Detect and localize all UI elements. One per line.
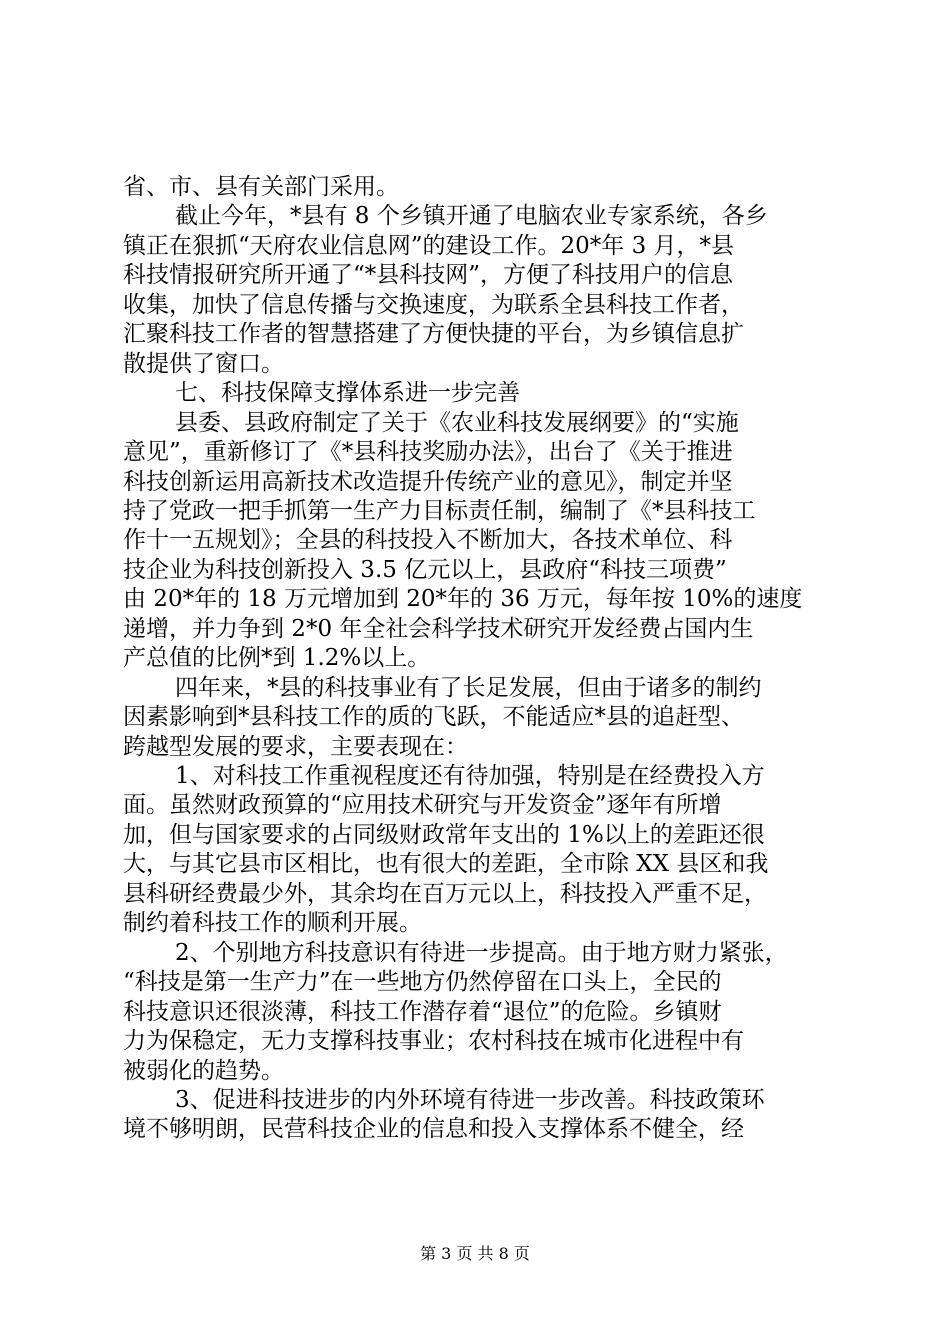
paragraph-line: “科技是第一生产力”在一些地方仍然停留在口头上，全民的 — [123, 969, 722, 996]
section-heading: 七、科技保障支撑体系进一步完善 — [175, 380, 520, 407]
paragraph-line: 县科研经费最少外，其余均在百万元以上，科技投入严重不足， — [123, 880, 767, 907]
paragraph-line: 加，但与国家要求的占同级财政常年支出的 1%以上的差距还很 — [123, 821, 765, 848]
paragraph-line: 镇正在狠抓“天府农业信息网”的建设工作。20*年 3 月，*县 — [123, 232, 735, 259]
paragraph-line: 散提供了窗口。 — [123, 350, 284, 377]
paragraph-line: 制约着科技工作的顺利开展。 — [123, 910, 422, 937]
paragraph-line: 因素影响到*县科技工作的质的飞跃，不能适应*县的追赶型、 — [123, 704, 744, 731]
paragraph-line: 科技创新运用高新技术改造提升传统产业的意见》，制定并坚 — [123, 468, 733, 495]
paragraph-line: 境不够明朗，民营科技企业的信息和投入支撑体系不健全，经 — [123, 1116, 744, 1143]
paragraph-line: 持了党政一把手抓第一生产力目标责任制，编制了《*县科技工 — [123, 497, 756, 524]
paragraph-line: 作十一五规划》；全县的科技投入不断加大，各技术单位、科 — [123, 527, 733, 554]
paragraph-line: 1、对科技工作重视程度还有待加强，特别是在经费投入方 — [175, 763, 765, 789]
page-footer — [0, 1244, 950, 1264]
paragraph-line: 省、市、县有关部门采用。 — [123, 174, 399, 200]
page-number-label: 第 3 页 共 8 页 — [420, 1244, 530, 1263]
paragraph-line: 由 20*年的 18 万元增加到 20*年的 36 万元，每年按 10%的速度 — [123, 586, 803, 613]
paragraph-line: 被弱化的趋势。 — [123, 1057, 284, 1084]
paragraph-line: 县委、县政府制定了关于《农业科技发展纲要》的“实施 — [175, 409, 739, 436]
paragraph-line: 大，与其它县市区相比，也有很大的差距，全市除 XX 县区和我 — [123, 851, 769, 878]
paragraph-line: 3、促进科技进步的内外环境有待进一步改善。科技政策环 — [175, 1086, 765, 1113]
paragraph-line: 截止今年，*县有 8 个乡镇开通了电脑农业专家系统，各乡 — [175, 203, 768, 230]
paragraph-line: 收集，加快了信息传播与交换速度，为联系全县科技工作者， — [123, 291, 744, 318]
paragraph-line: 技企业为科技创新投入 3.5 亿元以上，县政府“科技三项费” — [123, 556, 727, 583]
paragraph-line: 力为保稳定，无力支撑科技事业；农村科技在城市化进程中有 — [123, 1028, 744, 1055]
paragraph-line: 科技意识还很淡薄，科技工作潜存着“退位”的危险。乡镇财 — [123, 998, 722, 1025]
paragraph-line: 递增，并力争到 2*0 年全社会科学技术研究开发经费占国内生 — [123, 615, 754, 642]
paragraph-line: 汇聚科技工作者的智慧搭建了方便快捷的平台，为乡镇信息扩 — [123, 321, 744, 348]
paragraph-line: 科技情报研究所开通了“*县科技网”，方便了科技用户的信息 — [123, 262, 734, 289]
paragraph-line: 跨越型发展的要求，主要表现在： — [123, 733, 468, 760]
paragraph-line: 面。虽然财政预算的“应用技术研究与开发资金”逐年有所增 — [123, 792, 722, 819]
paragraph-line: 四年来，*县的科技事业有了长足发展，但由于诸多的制约 — [175, 674, 762, 701]
paragraph-line: 2、个别地方科技意识有待进一步提高。由于地方财力紧张， — [175, 939, 788, 966]
paragraph-line: 产总值的比例*到 1.2%以上。 — [123, 645, 431, 672]
paragraph-line: 意见”，重新修订了《*县科技奖励办法》，出台了《关于推进 — [123, 439, 733, 466]
